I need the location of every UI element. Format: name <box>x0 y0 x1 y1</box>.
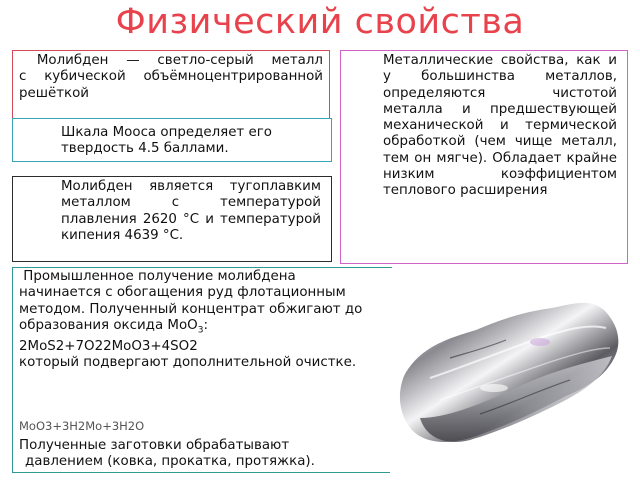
structure-text: Молибден — светло-серый металл с кубической объёмноцентрированной решёткой <box>19 53 323 101</box>
processing-line-2: давлением (ковка, прокатка, протяжка). <box>25 454 315 470</box>
production-overlay <box>13 268 379 418</box>
melting-point-box <box>12 176 332 262</box>
production-box <box>12 267 392 473</box>
melting-point-text: Молибден является тугоплавким металлом с температурой плавления 2620 °C и температурой кипения 4639 °C. <box>61 179 321 243</box>
metallic-properties-box <box>340 50 628 264</box>
slide-title: Физический свойства <box>115 2 525 42</box>
molybdenum-metal-icon <box>390 268 628 473</box>
hardness-text: Шкала Мооса определяет его твердость 4.5 баллами. <box>61 125 272 157</box>
structure-box <box>12 50 330 126</box>
production-intro: Промышленное получение молибдена начинается с обогащения руд флотационным методом. Полученный концентрат обжигают до образования оксида MoO$_3$: <box>19 269 363 336</box>
hardness-box <box>12 118 332 162</box>
processing-line-1: Полученные заготовки обрабатывают <box>19 438 290 453</box>
metallic-properties-text: Металлические свойства, как и у большинства металлов, определяются чистотой металла и предшествующей механической и термической обработкой (чем чище металл, тем он мягче). Обладает крайне низким коэффициентом теплового расширения <box>383 53 617 199</box>
reaction-roasting: 2MoS2+7O22MoO3+4SO2 <box>19 338 198 354</box>
purification-text: который подвергают дополнительной очистке. <box>19 355 357 371</box>
reaction-reduction: MoO3+3H2Mo+3H2O <box>19 419 145 433</box>
molybdenum-metal-image <box>390 268 628 473</box>
production-lower <box>19 420 379 471</box>
